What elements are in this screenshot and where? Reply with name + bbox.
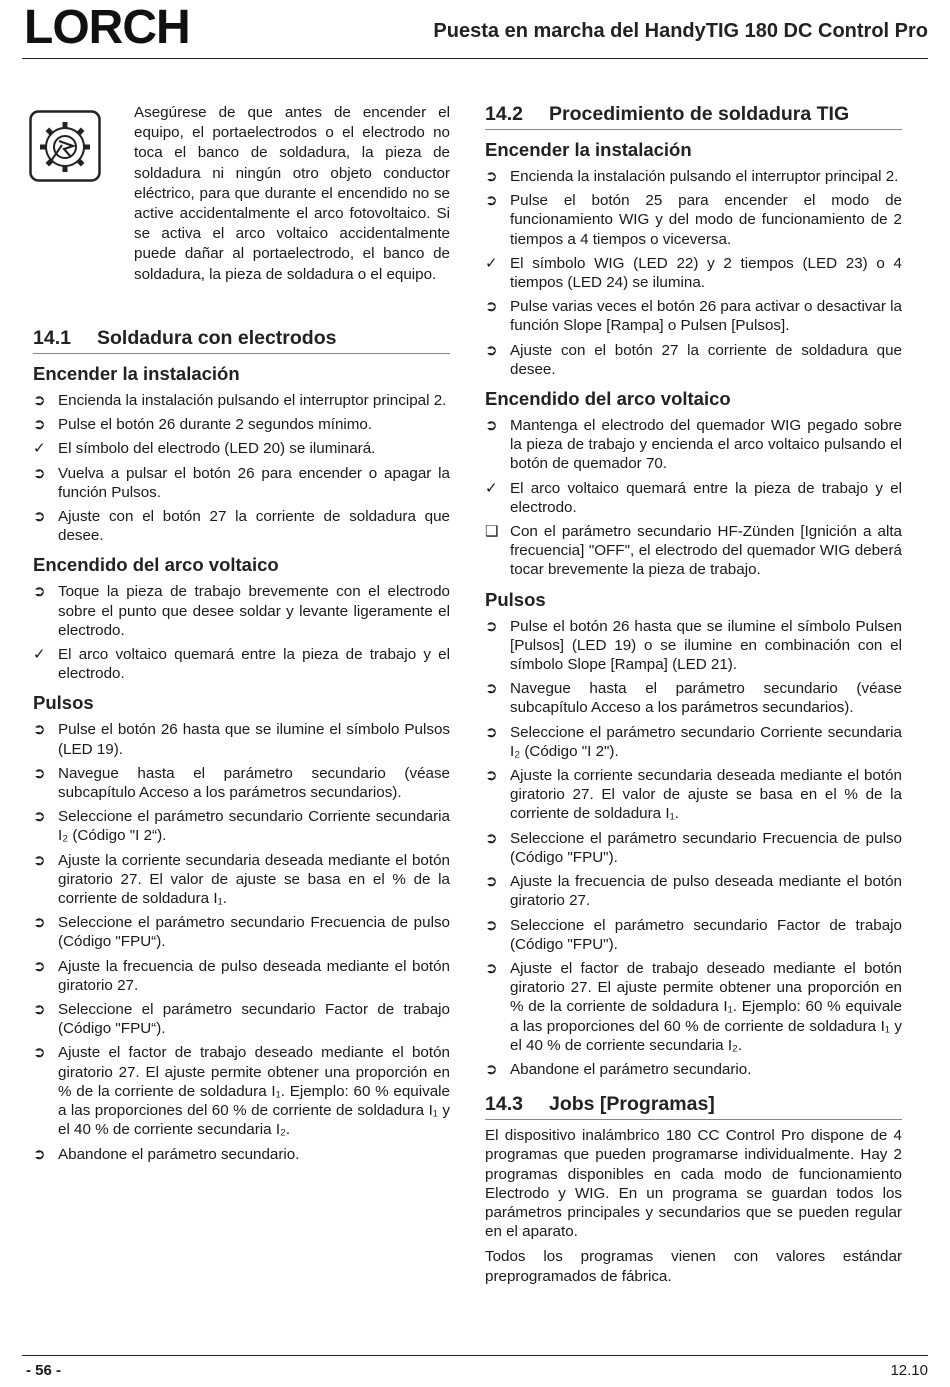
arrow-icon: ➲: [33, 392, 46, 409]
instruction-item: [33, 807, 450, 845]
arrow-icon: ➲: [485, 767, 498, 785]
instruction-item: [33, 507, 450, 545]
instruction-item: [33, 957, 450, 995]
instruction-text: Con el parámetro secundario HF-Zünden [Ignición a alta frecuencia] "OFF", el electrodo del quemador WIG deberá tocar brevemente la pieza de trabajo.: [510, 523, 902, 579]
instruction-text: Ajuste la corriente secundaria deseada mediante el botón giratorio 27. El valor de ajuste se basa en el % de la corriente de soldadura I₁.: [58, 851, 450, 908]
instruction-item: [485, 916, 902, 954]
arrow-icon: ➲: [33, 851, 46, 869]
instruction-item: [33, 415, 450, 434]
instruction-text: Encienda la instalación pulsando el interruptor principal 2.: [510, 168, 899, 185]
arrow-icon: ➲: [33, 1044, 46, 1062]
arrow-icon: ➲: [485, 873, 498, 891]
instruction-text: Ajuste la frecuencia de pulso deseada mediante el botón giratorio 27.: [510, 873, 902, 910]
arrow-icon: ➲: [485, 192, 498, 210]
section-number: 14.1: [33, 327, 71, 349]
instruction-text: El símbolo del electrodo (LED 20) se iluminará.: [58, 440, 376, 458]
instruction-text: Seleccione el parámetro secundario Frecuencia de pulso (Código "FPU“).: [58, 914, 450, 951]
check-icon: ✓: [33, 646, 46, 664]
section-title: Soldadura con electrodos: [97, 327, 337, 349]
instruction-text: Navegue hasta el parámetro secundario (véase subcapítulo Acceso a los parámetros secundarios).: [58, 764, 450, 802]
instruction-text: Pulse el botón 26 durante 2 segundos mínimo.: [58, 416, 373, 434]
warning-note: [33, 103, 450, 313]
instruction-text: Pulse el botón 26 hasta que se ilumine el símbolo Pulsen [Pulsos] (LED 19) o se ilumine en combinación con el símbolo Slope [Rampa] (LED 21).: [510, 617, 902, 674]
instruction-text: Mantenga el electrodo del quemador WIG pegado sobre la pieza de trabajo y encienda el arco voltaico pulsando el botón de quemador 70.: [510, 417, 902, 473]
arrow-icon: ➲: [485, 298, 498, 316]
box-icon: ❑: [485, 523, 499, 541]
subsection-heading: Encender la instalación: [33, 363, 240, 384]
arrow-icon: ➲: [485, 1060, 498, 1078]
instruction-text: Vuelva a pulsar el botón 26 para encender o apagar la función Pulsos.: [58, 464, 450, 501]
section-heading-14-1: [33, 327, 450, 354]
arrow-icon: ➲: [33, 957, 46, 975]
instruction-item: [33, 1043, 450, 1139]
instruction-text: Ajuste con el botón 27 la corriente de soldadura que desee.: [58, 508, 450, 545]
instruction-text: Pulse varias veces el botón 26 para activar o desactivar la función Slope [Rampa] o Pulsen [Pulsos].: [510, 298, 902, 335]
section-title: Jobs [Programas]: [549, 1093, 715, 1116]
subsection-heading: Encender la instalación: [485, 139, 692, 160]
arrow-icon: ➲: [485, 959, 498, 977]
instruction-item: [33, 439, 450, 458]
instruction-item: [485, 297, 902, 335]
instruction-item: [33, 645, 450, 683]
arrow-icon: ➲: [33, 583, 46, 601]
page-footer: [22, 1355, 928, 1379]
instruction-text: El arco voltaico quemará entre la pieza de trabajo y el electrodo.: [58, 646, 450, 683]
arrow-icon: ➲: [33, 464, 46, 482]
arrow-icon: ➲: [33, 721, 46, 739]
arrow-icon: ➲: [33, 914, 46, 932]
lorch-logo: LORCH: [24, 1, 190, 54]
instruction-item: [485, 766, 902, 824]
arrow-icon: ➲: [485, 341, 498, 359]
instruction-item: [485, 167, 902, 186]
page-number: - 56 -: [26, 1362, 62, 1379]
instruction-item: [33, 764, 450, 802]
left-column: [33, 103, 450, 1169]
arrow-icon: ➲: [33, 508, 46, 526]
instruction-item: [33, 1145, 450, 1164]
revision-date: 12.10: [890, 1362, 928, 1379]
instruction-text: Seleccione el parámetro secundario Frecuencia de pulso (Código "FPU").: [510, 829, 902, 866]
instruction-item: [485, 872, 902, 910]
arrow-icon: ➲: [485, 916, 498, 934]
arrow-icon: ➲: [33, 1145, 46, 1163]
instruction-text: Abandone el parámetro secundario.: [58, 1145, 300, 1163]
arrow-icon: ➲: [485, 168, 498, 185]
check-icon: ✓: [485, 479, 498, 497]
instruction-text: El símbolo WIG (LED 22) y 2 tiempos (LED 23) o 4 tiempos (LED 24) se ilumina.: [510, 254, 902, 292]
instruction-text: Ajuste el factor de trabajo deseado mediante el botón giratorio 27. El ajuste permite obtener una proporción en % de la corriente de soldadura I₁. Ejemplo: 60 % equivale a las proporciones del 60 % de corriente de soldadura I₁ y el 40 % de corriente secundaria I₂.: [58, 1044, 450, 1139]
instruction-item: [485, 341, 902, 379]
instruction-item: [33, 464, 450, 502]
instruction-text: Ajuste la frecuencia de pulso deseada mediante el botón giratorio 27.: [58, 957, 450, 994]
instruction-item: [33, 1000, 450, 1038]
arrow-icon: ➲: [485, 680, 498, 698]
instruction-item: [33, 913, 450, 951]
subsection-heading: Pulsos: [485, 588, 546, 610]
instruction-text: Encienda la instalación pulsando el interruptor principal 2.: [58, 392, 447, 409]
instruction-item: [33, 720, 450, 758]
instruction-text: Ajuste la corriente secundaria deseada mediante el botón giratorio 27. El valor de ajuste se basa en el % de la corriente de soldadura I₁.: [510, 767, 902, 823]
arrow-icon: ➲: [33, 1001, 46, 1019]
document-title: Puesta en marcha del HandyTIG 180 DC Control Pro: [433, 20, 928, 42]
arrow-icon: ➲: [33, 416, 46, 434]
jobs-paragraph: El dispositivo inalámbrico 180 CC Control Pro dispone de 4 programas que pueden programarse individualmente. Hay 2 programas disponibles en cada modo de funcionamiento Electrodo y WIG. En un programa se guardan todos los parámetros principales y secundarios que se pueden regular en el aparato.: [485, 1127, 902, 1241]
instruction-item: [485, 416, 902, 474]
instruction-text: Seleccione el parámetro secundario Corriente secundaria I₂ (Código "I 2").: [510, 723, 902, 760]
right-column: [485, 103, 902, 1292]
page-header: [22, 0, 928, 59]
instruction-text: Seleccione el parámetro secundario Corriente secundaria I₂ (Código "I 2“).: [58, 808, 450, 845]
section-number: 14.3: [485, 1093, 523, 1116]
arrow-icon: ➲: [485, 723, 498, 741]
instruction-text: Pulse el botón 26 hasta que se ilumine el símbolo Pulsos (LED 19).: [58, 721, 450, 758]
left-blocks: [33, 363, 450, 1164]
instruction-text: Abandone el parámetro secundario.: [510, 1060, 752, 1078]
instruction-text: Toque la pieza de trabajo brevemente con el electrodo sobre el punto que desee soldar y levante ligeramente el electrodo.: [58, 583, 450, 639]
instruction-item: [485, 829, 902, 867]
instruction-item: [33, 391, 450, 410]
instruction-text: Pulse el botón 25 para encender el modo de funcionamiento WIG y del modo de funcionamiento de 2 tiempos a 4 tiempos o viceversa.: [510, 192, 902, 248]
instruction-text: Seleccione el parámetro secundario Factor de trabajo (Código "FPU“).: [58, 1001, 450, 1038]
instruction-item: [485, 617, 902, 675]
arrow-icon: ➲: [485, 829, 498, 847]
instruction-item: [485, 723, 902, 761]
instruction-text: Navegue hasta el parámetro secundario (véase subcapítulo Acceso a los parámetros secundarios).: [510, 680, 902, 717]
instruction-item: [485, 959, 902, 1055]
arrow-icon: ➲: [485, 617, 498, 635]
instruction-item: [485, 679, 902, 717]
instruction-text: Seleccione el parámetro secundario Factor de trabajo (Código "FPU").: [510, 916, 902, 953]
instruction-text: El arco voltaico quemará entre la pieza de trabajo y el electrodo.: [510, 479, 902, 516]
instruction-item: [485, 522, 902, 580]
instruction-item: [485, 1060, 902, 1079]
instruction-text: Ajuste el factor de trabajo deseado mediante el botón giratorio 27. El ajuste permite obtener una proporción en % de la corriente de soldadura I₁. Ejemplo: 60 % equivale a las proporciones del 60 % de corriente de soldadura I₁ y el 40 % de corriente secundaria I₂.: [510, 959, 902, 1054]
arrow-icon: ➲: [33, 808, 46, 826]
check-icon: ✓: [485, 254, 498, 272]
section-title: Procedimiento de soldadura TIG: [549, 103, 850, 125]
arrow-icon: ➲: [33, 764, 46, 782]
check-icon: ✓: [33, 440, 46, 458]
section-number: 14.2: [485, 103, 523, 125]
instruction-item: [33, 582, 450, 640]
section-heading-14-3: [485, 1093, 902, 1120]
right-blocks: [485, 139, 902, 1079]
instruction-item: [485, 254, 902, 292]
subsection-heading: Encendido del arco voltaico: [33, 554, 279, 576]
subsection-heading: Encendido del arco voltaico: [485, 388, 731, 410]
instruction-item: [33, 851, 450, 909]
subsection-heading: Pulsos: [33, 692, 94, 714]
section-heading-14-2: [485, 103, 902, 130]
instruction-text: Ajuste con el botón 27 la corriente de soldadura que desee.: [510, 341, 902, 378]
instruction-item: [485, 479, 902, 517]
arrow-icon: ➲: [485, 417, 498, 435]
warning-text: Asegúrese de que antes de encender el equipo, el portaelectrodos o el electrodo no toca el banco de soldadura, la pieza de soldadura ni ningún otro objeto conductor eléctrico, para que durante el encendido no se active accidentalmente el arco fotovoltaico. Si se activa el arco voltaico accidentalmente puede dañar al portaelectrodo, el banco de soldadura, la pieza de soldadura o el equipo.: [134, 104, 450, 283]
instruction-item: [485, 191, 902, 249]
gear-warning-icon: [29, 110, 101, 182]
jobs-paragraph: Todos los programas vienen con valores estándar preprogramados de fábrica.: [485, 1248, 902, 1285]
